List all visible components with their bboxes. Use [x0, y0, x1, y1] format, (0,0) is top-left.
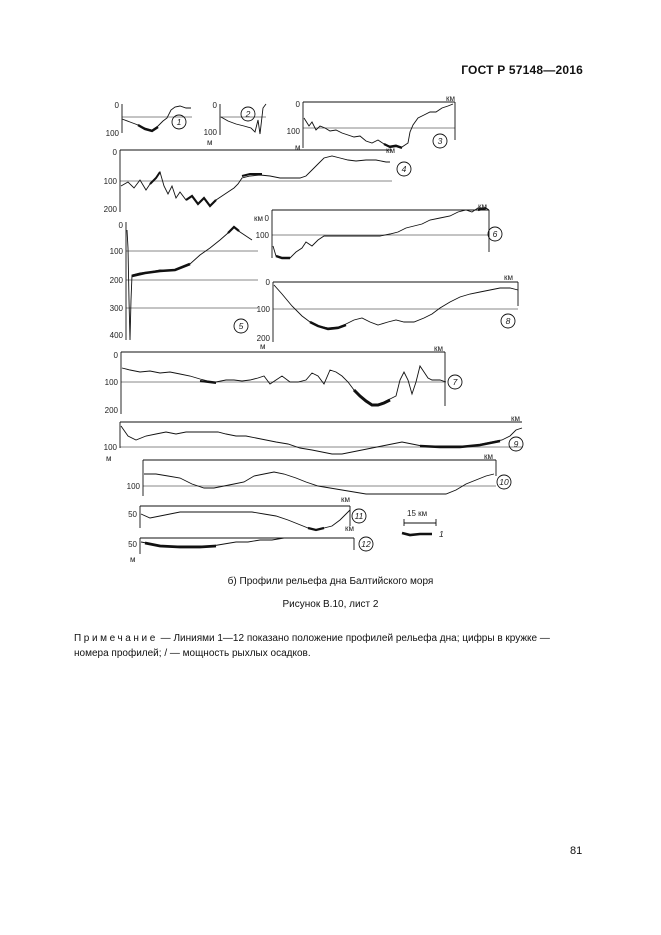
depth-tick: 100 — [105, 129, 119, 138]
unit-km-label: км — [511, 414, 520, 423]
unit-m-label: м — [207, 138, 213, 147]
depth-tick: 100 — [104, 378, 118, 387]
profile-panel-9 — [120, 422, 522, 454]
unit-m-label: м — [106, 454, 112, 463]
unit-m-label: м — [260, 342, 266, 351]
profile-panel-12 — [140, 538, 354, 554]
profile-number-7: 7 — [452, 377, 458, 387]
depth-tick: 0 — [113, 351, 118, 360]
unit-km-label: км — [254, 214, 263, 223]
profile-panel-8 — [273, 282, 518, 342]
scale-bar — [404, 519, 436, 526]
figure-caption: б) Профили рельефа дна Балтийского моря — [227, 576, 434, 587]
page-number: 81 — [570, 845, 583, 857]
depth-tick: 200 — [104, 406, 118, 415]
profile-number-8: 8 — [505, 316, 511, 326]
profile-number-5: 5 — [238, 321, 244, 331]
profile-number-1: 1 — [176, 117, 182, 127]
note-lead: Примечание — [74, 633, 158, 644]
depth-tick: 0 — [264, 214, 269, 223]
depth-tick: 200 — [103, 205, 117, 214]
unit-km-label: км — [341, 495, 350, 504]
profile-panel-11 — [140, 506, 350, 530]
profile-panel-7 — [121, 352, 446, 414]
profile-number-4: 4 — [401, 164, 407, 174]
depth-tick: 300 — [109, 304, 123, 313]
depth-tick: 200 — [256, 334, 270, 343]
profile-number-3: 3 — [437, 136, 443, 146]
note-text: — Линиями 1—12 показано положение профилей рельефа дна; цифры в кружке — номера профилей; / — мощность рыхлых осадков. — [74, 633, 550, 659]
unit-m-label: м — [295, 143, 301, 152]
depth-tick: 100 — [286, 127, 300, 136]
profile-number-6: 6 — [492, 229, 498, 239]
unit-km-label: км — [345, 524, 354, 533]
profile-number-11: 11 — [354, 511, 364, 521]
depth-tick: 0 — [265, 278, 270, 287]
depth-tick: 50 — [128, 540, 137, 549]
legend-sediment-mark — [402, 533, 432, 535]
depth-tick: 0 — [295, 100, 300, 109]
profile-panel-6 — [272, 208, 489, 258]
profile-number-9: 9 — [513, 439, 519, 449]
depth-tick: 100 — [109, 247, 123, 256]
profile-panel-3 — [303, 102, 455, 148]
unit-km-label: км — [504, 273, 513, 282]
depth-tick: 100 — [103, 177, 117, 186]
depth-tick: 100 — [126, 482, 140, 491]
legend-number: 1 — [439, 529, 444, 539]
depth-tick: 100 — [255, 231, 269, 240]
figure-title: Рисунок В.10, лист 2 — [282, 599, 379, 610]
depth-tick: 100 — [203, 128, 217, 137]
depth-tick: 200 — [109, 276, 123, 285]
depth-tick: 50 — [128, 510, 137, 519]
depth-tick: 0 — [112, 148, 117, 157]
unit-km-label: км — [446, 94, 455, 103]
scale-bar-label: 15 км — [407, 509, 428, 518]
profile-number-2: 2 — [245, 109, 251, 119]
profile-number-12: 12 — [361, 539, 371, 549]
depth-tick: 100 — [256, 305, 270, 314]
unit-km-label: км — [386, 146, 395, 155]
unit-km-label: км — [478, 202, 487, 211]
depth-tick: 0 — [212, 101, 217, 110]
document-header: ГОСТ Р 57148—2016 — [461, 63, 583, 77]
depth-tick: 0 — [118, 221, 123, 230]
depth-tick: 400 — [109, 331, 123, 340]
profile-panel-4 — [120, 150, 392, 212]
depth-tick: 100 — [103, 443, 117, 452]
unit-km-label: км — [434, 344, 443, 353]
figure-note — [74, 631, 586, 661]
unit-km-label: км — [484, 452, 493, 461]
unit-m-label: м — [130, 555, 136, 564]
profile-number-10: 10 — [499, 477, 509, 487]
depth-tick: 0 — [114, 101, 119, 110]
profile-panel-10 — [143, 460, 496, 496]
